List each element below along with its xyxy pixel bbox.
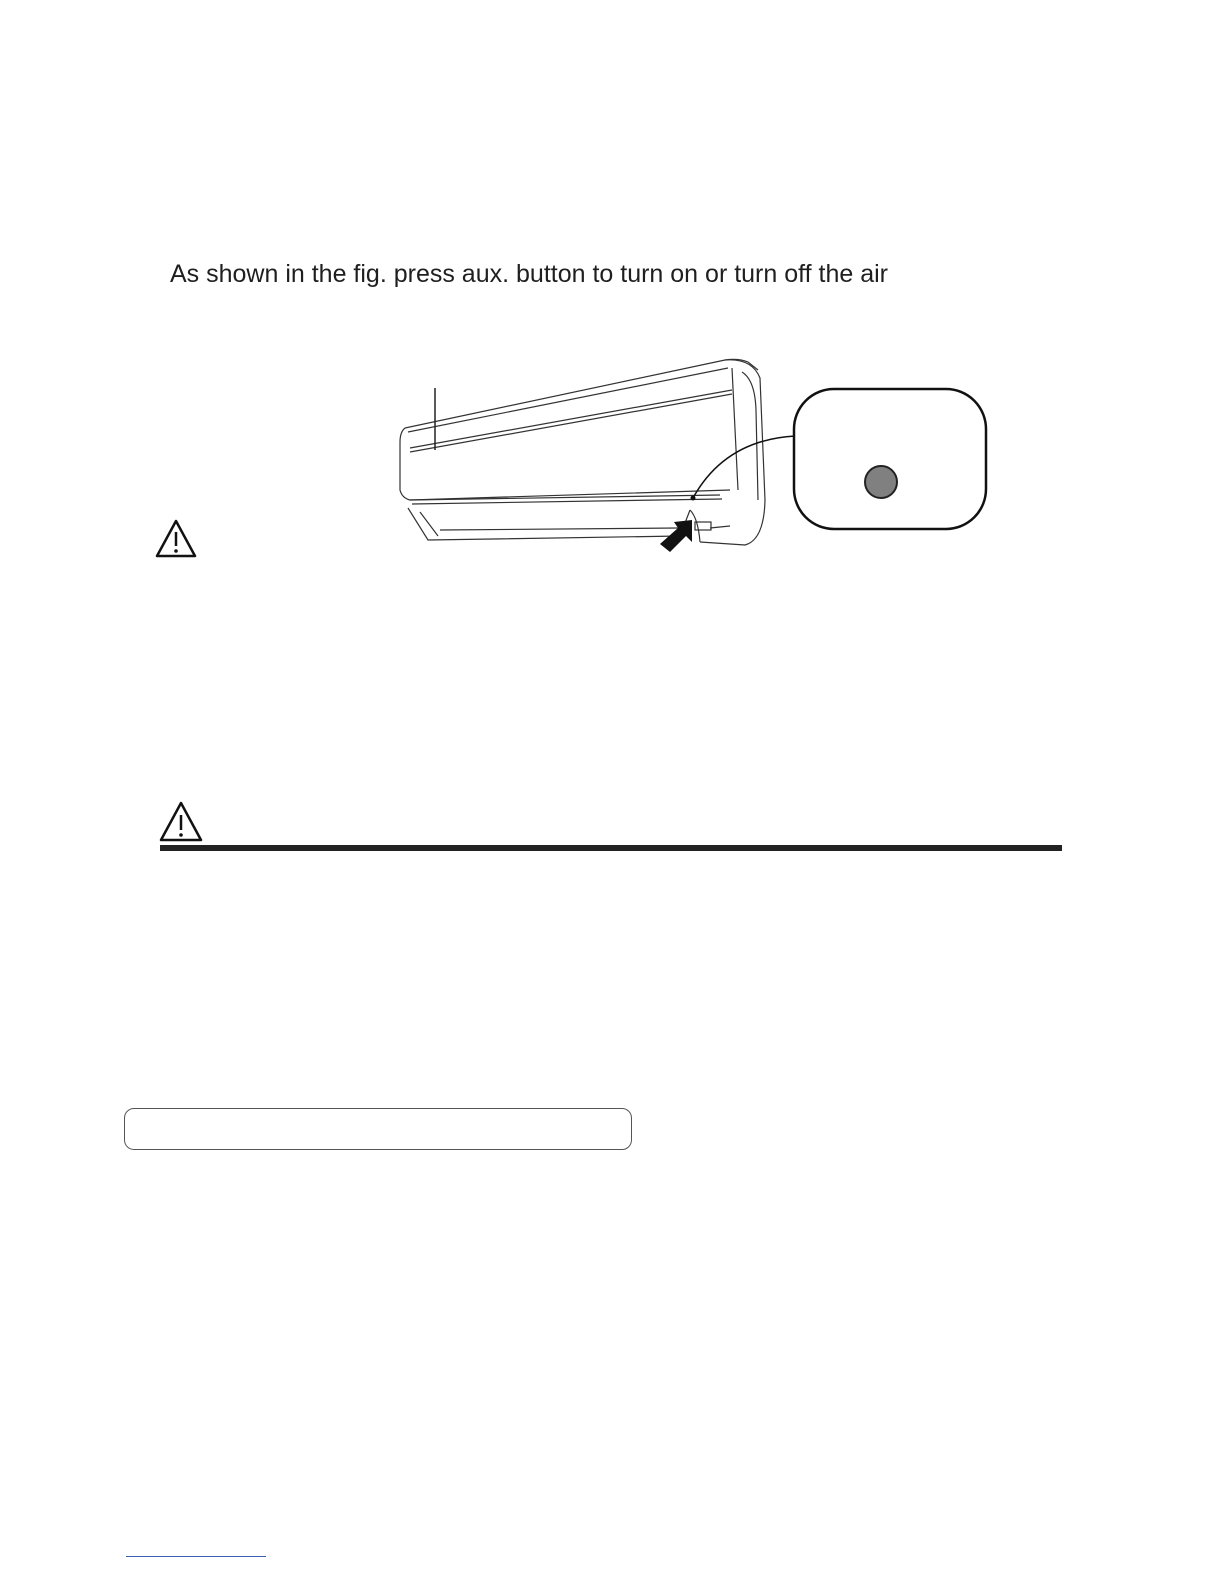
aux-button-callout [794, 389, 986, 529]
caution-triangle-icon [154, 518, 198, 560]
section-heading-box [124, 1108, 632, 1150]
ac-unit-figure [380, 350, 1000, 590]
warning-rule [160, 845, 1062, 851]
instruction-text: As shown in the fig. press aux. button to turn on or turn off the air [170, 260, 889, 288]
indoor-unit-illustration [400, 359, 765, 545]
warning-triangle-icon [158, 800, 204, 844]
aux-button [865, 466, 897, 498]
warning-header [158, 800, 1064, 856]
footer-link-underline [126, 1556, 266, 1557]
callout-connector [693, 436, 795, 498]
